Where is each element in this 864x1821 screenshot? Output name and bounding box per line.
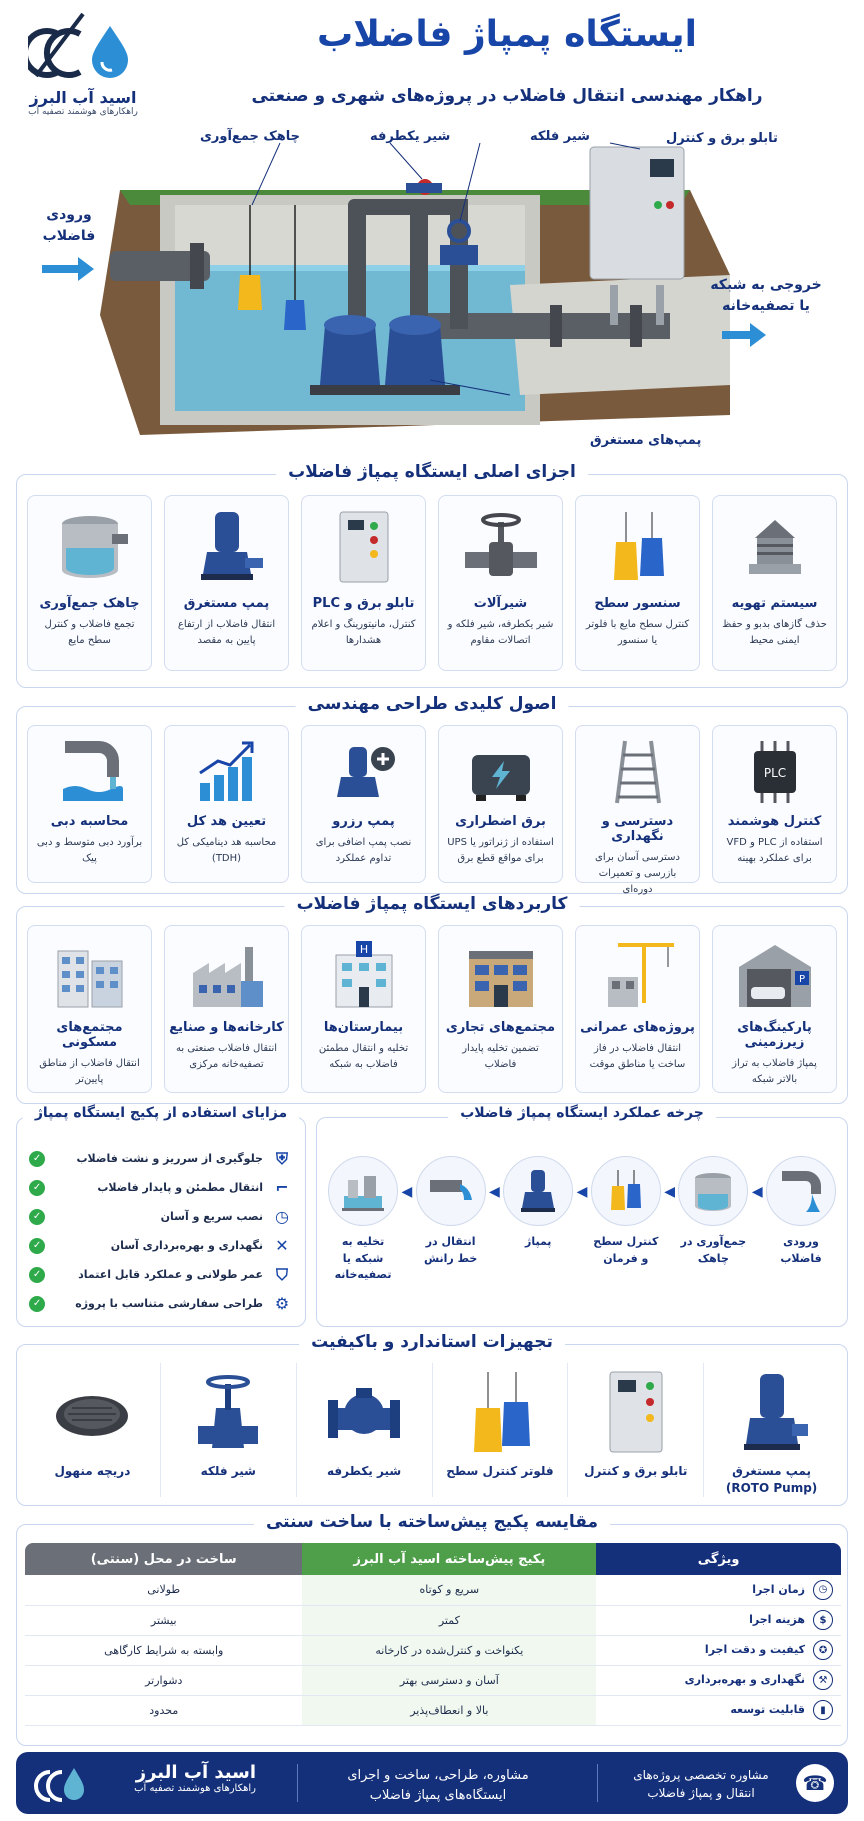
plc-chip-icon xyxy=(740,737,810,807)
arrow-left-icon: ◀ xyxy=(401,1184,413,1200)
equipment-label: تابلو برق و کنترل xyxy=(584,1464,688,1478)
bar-chart-icon: ▮ xyxy=(813,1700,833,1720)
arrow-left-icon: ◀ xyxy=(576,1184,588,1200)
component-title: پمپ مستغرق xyxy=(183,596,270,611)
ladder-icon xyxy=(603,737,673,807)
svg-text:PLC: PLC xyxy=(763,766,786,780)
equipment-item xyxy=(703,1363,839,1497)
callout-control-panel: تابلو برق و کنترل xyxy=(666,131,778,146)
page-title: ایستگاه پمپاژ فاضلاب xyxy=(317,14,697,55)
footer-brand-tagline: راهکارهای هوشمند تصفیه آب xyxy=(134,1783,256,1794)
feature-label: نگهداری و بهره‌برداری xyxy=(684,1673,805,1686)
equipment-item xyxy=(567,1363,703,1497)
cycle-step-label: جمع‌آوری در چاهک xyxy=(680,1235,747,1265)
benefit-text: نصب سریع و آسان xyxy=(160,1210,263,1223)
cycle-steps xyxy=(327,1156,837,1284)
cycle-step xyxy=(502,1156,574,1284)
brand-logo xyxy=(8,10,158,130)
principle-card-emergency-power xyxy=(438,725,563,883)
list-item xyxy=(29,1260,293,1289)
benefit-text: عمر طولانی و عملکرد قابل اعتماد xyxy=(78,1268,263,1281)
application-desc: انتقال فاضلاب صنعتی به تصفیه‌خانه مرکزی xyxy=(175,1043,277,1070)
component-title: چاهک جمع‌آوری xyxy=(39,596,140,611)
footer-brand xyxy=(86,1762,256,1794)
equipment-label: شیر فلکه xyxy=(200,1464,256,1478)
component-desc: کنترل، مانیتورینگ و اعلام هشدارها xyxy=(311,619,416,646)
ventilation-icon xyxy=(735,508,815,588)
principle-desc: برآورد دبی متوسط و دبی پیک xyxy=(36,837,143,864)
header-feature: ویژگی xyxy=(596,1543,841,1575)
prefab-cell: یکنواخت و کنترل‌شده در کارخانه xyxy=(302,1635,596,1665)
outlet-label-text: خروجی به شبکه یا تصفیه‌خانه xyxy=(710,277,822,314)
footer-brand-name: اسید آب البرز xyxy=(135,1762,256,1783)
cycle-step xyxy=(677,1156,749,1284)
clock-icon: ◷ xyxy=(813,1580,833,1600)
application-desc: پمپاژ فاضلاب به تراز بالاتر شبکه xyxy=(732,1058,817,1085)
footer-divider xyxy=(297,1764,298,1802)
principle-title: پمپ رزرو xyxy=(332,814,395,829)
growth-chart-icon xyxy=(192,737,262,807)
prefab-cell: آسان و دسترسی بهتر xyxy=(302,1665,596,1695)
component-desc: کنترل سطح مایع با فلوتر یا سنسور xyxy=(585,619,690,646)
commercial-building-icon xyxy=(461,937,541,1013)
pipe-flow-icon xyxy=(55,737,125,807)
hospital-icon xyxy=(324,937,404,1013)
application-title: مجتمع‌های مسکونی xyxy=(56,1020,123,1050)
phone-icon[interactable]: ☎ xyxy=(796,1764,834,1802)
valve-icon xyxy=(461,508,541,588)
principle-title: محاسبه دبی xyxy=(50,814,129,829)
brand-name: اسید آب البرز xyxy=(29,88,137,107)
feature-label: کیفیت و دقت اجرا xyxy=(704,1643,805,1656)
shield-drop-icon: ⛨ xyxy=(275,1148,288,1168)
equipment-item xyxy=(160,1363,296,1497)
component-desc: شیر یکطرفه، شیر فلکه و اتصالات مقاوم xyxy=(447,619,554,646)
footer-logo-icon xyxy=(30,1760,86,1806)
table-row xyxy=(25,1695,841,1725)
feature-cell xyxy=(596,1575,841,1605)
inlet-label xyxy=(34,205,104,247)
wrench-icon: ⚒ xyxy=(813,1670,833,1690)
residential-icon xyxy=(50,937,130,1013)
application-desc: تخلیه و انتقال مطمئن فاضلاب به شبکه xyxy=(318,1043,409,1070)
benefit-text: طراحی سفارشی متناسب با پروژه xyxy=(75,1297,263,1310)
application-desc: انتقال فاضلاب از مناطق پایین‌تر xyxy=(39,1058,140,1085)
cycle-step xyxy=(327,1156,399,1284)
components-title: اجزای اصلی ایستگاه پمپاژ فاضلاب xyxy=(276,462,588,482)
submersible-pump-icon xyxy=(187,508,267,588)
comparison-title: مقایسه پکیج پیش‌ساخته با ساخت سنتی xyxy=(254,1512,610,1532)
benefit-text: انتقال مطمئن و پایدار فاضلاب xyxy=(97,1181,263,1194)
equipment-label: فلوتر کنترل سطح xyxy=(446,1464,554,1478)
gear-icon: ⚙ xyxy=(274,1294,290,1313)
component-card-ventilation xyxy=(712,495,837,671)
component-card-sump xyxy=(27,495,152,671)
factory-icon xyxy=(187,937,267,1013)
crane-icon xyxy=(598,937,678,1013)
header-prefab: پکیج پیش‌ساخته اسید آب البرز xyxy=(302,1543,596,1575)
application-title: پارکینگ‌های زیرزمینی xyxy=(737,1020,812,1050)
application-card-commercial xyxy=(438,925,563,1093)
component-title: سیستم تهویه xyxy=(731,596,818,611)
list-item xyxy=(29,1289,293,1318)
table-row xyxy=(25,1605,841,1635)
control-panel-icon xyxy=(324,508,404,588)
applications-title: کاربردهای ایستگاه پمپاژ فاضلاب xyxy=(285,894,580,914)
traditional-cell: وابسته به شرایط کارگاهی xyxy=(25,1635,302,1665)
check-icon: ✓ xyxy=(29,1238,45,1254)
equipment-label: پمپ مستغرق (ROTO Pump) xyxy=(725,1464,818,1495)
outlet-pipe-icon xyxy=(426,1166,476,1216)
component-card-valves xyxy=(438,495,563,671)
components-section xyxy=(16,462,848,688)
svg-text:P: P xyxy=(798,974,805,985)
principle-card-total-head xyxy=(164,725,289,883)
cycle-step xyxy=(590,1156,662,1284)
cycle-step-label: تخلیه به شبکه یا تصفیه‌خانه xyxy=(334,1235,392,1281)
parking-icon xyxy=(735,937,815,1013)
pipe-icon: ⌐ xyxy=(275,1178,289,1197)
principle-desc: استفاده از PLC و VFD برای عملکرد بهینه xyxy=(726,837,823,864)
table-row xyxy=(25,1635,841,1665)
pump-icon xyxy=(513,1166,563,1216)
benefit-text: نگهداری و بهره‌برداری آسان xyxy=(110,1239,263,1252)
component-title: سنسور سطح xyxy=(594,596,681,611)
list-item xyxy=(29,1173,293,1202)
list-item xyxy=(29,1144,293,1173)
coin-icon: $ xyxy=(813,1610,833,1630)
principle-card-access xyxy=(575,725,700,895)
check-valve-icon xyxy=(324,1368,404,1458)
equipment-row xyxy=(25,1363,839,1497)
equipment-section xyxy=(16,1332,848,1506)
prefab-cell: سریع و کوتاه xyxy=(302,1575,596,1605)
principle-title: تعیین هد کل xyxy=(186,814,267,829)
principle-card-flow-rate xyxy=(27,725,152,883)
equipment-item xyxy=(432,1363,568,1497)
cycle-step-label: کنترل سطح و فرمان xyxy=(593,1235,659,1265)
table-row xyxy=(25,1575,841,1605)
prefab-cell: بالا و انعطاف‌پذیر xyxy=(302,1695,596,1725)
callout-sump: چاهک جمع‌آوری xyxy=(200,129,301,144)
check-icon: ✓ xyxy=(29,1209,45,1225)
feature-cell xyxy=(596,1695,841,1725)
check-icon: ✓ xyxy=(29,1296,45,1312)
benefits-section xyxy=(16,1105,306,1327)
generator-icon xyxy=(466,737,536,807)
component-card-level-sensor xyxy=(575,495,700,671)
feature-cell xyxy=(596,1665,841,1695)
cycle-step xyxy=(765,1156,837,1284)
principle-desc: نصب پمپ اضافی برای تداوم عملکرد xyxy=(315,837,412,864)
application-title: مجتمع‌های تجاری xyxy=(445,1020,556,1035)
float-sensor-icon xyxy=(598,508,678,588)
outlet-label xyxy=(706,275,826,317)
cycle-section xyxy=(316,1105,848,1327)
application-card-residential xyxy=(27,925,152,1093)
float-sensor-icon xyxy=(460,1368,540,1458)
cycle-title: چرخه عملکرد ایستگاه پمپاژ فاضلاب xyxy=(448,1105,716,1121)
sump-icon xyxy=(50,508,130,588)
applications-cards xyxy=(27,925,837,1093)
manhole-icon xyxy=(52,1368,132,1458)
cycle-step xyxy=(415,1156,487,1284)
control-panel-icon xyxy=(596,1368,676,1458)
list-item xyxy=(29,1231,293,1260)
traditional-cell: محدود xyxy=(25,1695,302,1725)
svg-text:H: H xyxy=(359,943,368,956)
components-cards xyxy=(27,495,837,671)
equipment-title: تجهیزات استاندارد و باکیفیت xyxy=(299,1332,565,1352)
cycle-step-label: ورودی فاضلاب xyxy=(780,1235,822,1265)
footer-consult: مشاوره تخصصی پروژه‌های انتقال و پمپاژ فاضلاب xyxy=(633,1768,769,1800)
component-title: شیرآلات xyxy=(473,596,528,611)
component-desc: تجمع فاضلاب و کنترل سطح مایع xyxy=(44,619,135,646)
cycle-step-label: پمپاژ xyxy=(524,1235,552,1248)
header-traditional: ساخت در محل (سنتی) xyxy=(25,1543,302,1575)
footer-services: مشاوره، طراحی، ساخت و اجرای ایستگاه‌های پمپاژ فاضلاب xyxy=(347,1768,529,1803)
arrow-left-icon: ◀ xyxy=(489,1184,500,1200)
prefab-cell: کمتر xyxy=(302,1605,596,1635)
clock-icon: ◷ xyxy=(275,1207,289,1226)
check-icon: ✓ xyxy=(29,1180,45,1196)
callout-check-valve: شیر یکطرفه xyxy=(370,129,451,144)
application-card-hospital xyxy=(301,925,426,1093)
list-item xyxy=(29,1202,293,1231)
principle-title: کنترل هوشمند xyxy=(727,814,822,829)
sump-icon xyxy=(688,1166,738,1216)
brand-tagline: راهکارهای هوشمند تصفیه آب xyxy=(28,107,138,117)
equipment-item xyxy=(296,1363,432,1497)
benefits-title: مزایای استفاده از پکیج ایستگاه پمپاژ xyxy=(23,1105,299,1121)
table-row xyxy=(25,1665,841,1695)
arrow-left-icon: ◀ xyxy=(664,1184,675,1200)
comparison-table xyxy=(25,1543,841,1726)
component-title: تابلو برق و PLC xyxy=(312,596,415,611)
cycle-step-label: انتقال در خط رانش xyxy=(423,1235,478,1265)
principles-title: اصول کلیدی طراحی مهندسی xyxy=(296,694,569,714)
component-desc: حذف گازهای بدبو و حفظ ایمنی محیط xyxy=(722,619,827,646)
inlet-label-text: ورودی فاضلاب xyxy=(42,207,96,244)
component-card-control-panel xyxy=(301,495,426,671)
principles-cards xyxy=(27,725,837,895)
page-subtitle: راهکار مهندسی انتقال فاضلاب در پروژه‌های شهری و صنعتی xyxy=(251,86,763,106)
float-sensor-icon xyxy=(601,1166,651,1216)
reserve-pump-icon xyxy=(329,737,399,807)
component-card-submersible-pump xyxy=(164,495,289,671)
principles-section xyxy=(16,694,848,895)
principle-desc: دسترسی آسان برای بازرسی و تعمیرات دوره‌ای xyxy=(595,852,680,895)
feature-label: زمان اجرا xyxy=(752,1582,805,1596)
traditional-cell: بیشتر xyxy=(25,1605,302,1635)
callout-submersible-pumps: پمپ‌های مستغرق xyxy=(590,433,702,448)
equipment-label: دریچه منهول xyxy=(54,1464,131,1478)
application-desc: انتقال فاضلاب در فاز ساخت یا مناطق موقت xyxy=(589,1043,686,1070)
component-desc: انتقال فاضلاب از ارتفاع پایین به مقصد xyxy=(177,619,276,646)
application-card-factory xyxy=(164,925,289,1093)
principle-title: برق اضطراری xyxy=(455,814,546,829)
traditional-cell: طولانی xyxy=(25,1575,302,1605)
pump-station-illustration xyxy=(30,129,830,465)
equipment-label: شیر یکطرفه xyxy=(327,1464,402,1478)
treatment-plant-icon xyxy=(338,1166,388,1216)
principle-desc: محاسبه هد دینامیکی کل (TDH) xyxy=(176,837,277,864)
principle-card-reserve-pump xyxy=(301,725,426,883)
gate-valve-icon xyxy=(188,1368,268,1458)
footer-divider xyxy=(597,1764,598,1802)
tools-icon: ✕ xyxy=(275,1236,289,1255)
callout-gate-valve: شیر فلکه xyxy=(530,129,590,144)
application-title: کارخانه‌ها و صنایع xyxy=(169,1020,284,1035)
logo-mark-icon xyxy=(28,10,138,82)
header xyxy=(0,0,864,130)
feature-cell xyxy=(596,1605,841,1635)
table-header-row xyxy=(25,1543,841,1575)
application-title: بیمارستان‌ها xyxy=(323,1020,404,1035)
arrow-left-icon: ◀ xyxy=(751,1184,763,1200)
principle-card-smart-control xyxy=(712,725,837,883)
shield-check-icon: ⛉ xyxy=(275,1264,288,1284)
applications-section xyxy=(16,894,848,1104)
badge-icon: ✪ xyxy=(813,1640,833,1660)
feature-label: قابلیت توسعه xyxy=(730,1703,805,1716)
application-desc: تضمین تخلیه پایدار فاضلاب xyxy=(462,1043,539,1070)
principle-title: دسترسی و نگهداری xyxy=(601,814,674,844)
check-icon: ✓ xyxy=(29,1267,45,1283)
footer xyxy=(16,1752,848,1814)
principle-desc: استفاده از ژنراتور یا UPS برای مواقع قطع برق xyxy=(447,837,554,864)
application-title: پروژه‌های عمرانی xyxy=(580,1020,695,1035)
check-icon: ✓ xyxy=(29,1151,45,1167)
application-card-parking xyxy=(712,925,837,1093)
submersible-pump-icon xyxy=(732,1368,812,1458)
benefit-text: جلوگیری از سرریز و نشت فاضلاب xyxy=(76,1152,263,1165)
inlet-pipe-icon xyxy=(776,1166,826,1216)
application-card-construction xyxy=(575,925,700,1093)
feature-label: هزینه اجرا xyxy=(749,1613,805,1626)
benefits-list xyxy=(29,1144,293,1318)
equipment-item xyxy=(25,1363,160,1497)
feature-cell xyxy=(596,1635,841,1665)
traditional-cell: دشوارتر xyxy=(25,1665,302,1695)
comparison-section xyxy=(16,1512,848,1746)
